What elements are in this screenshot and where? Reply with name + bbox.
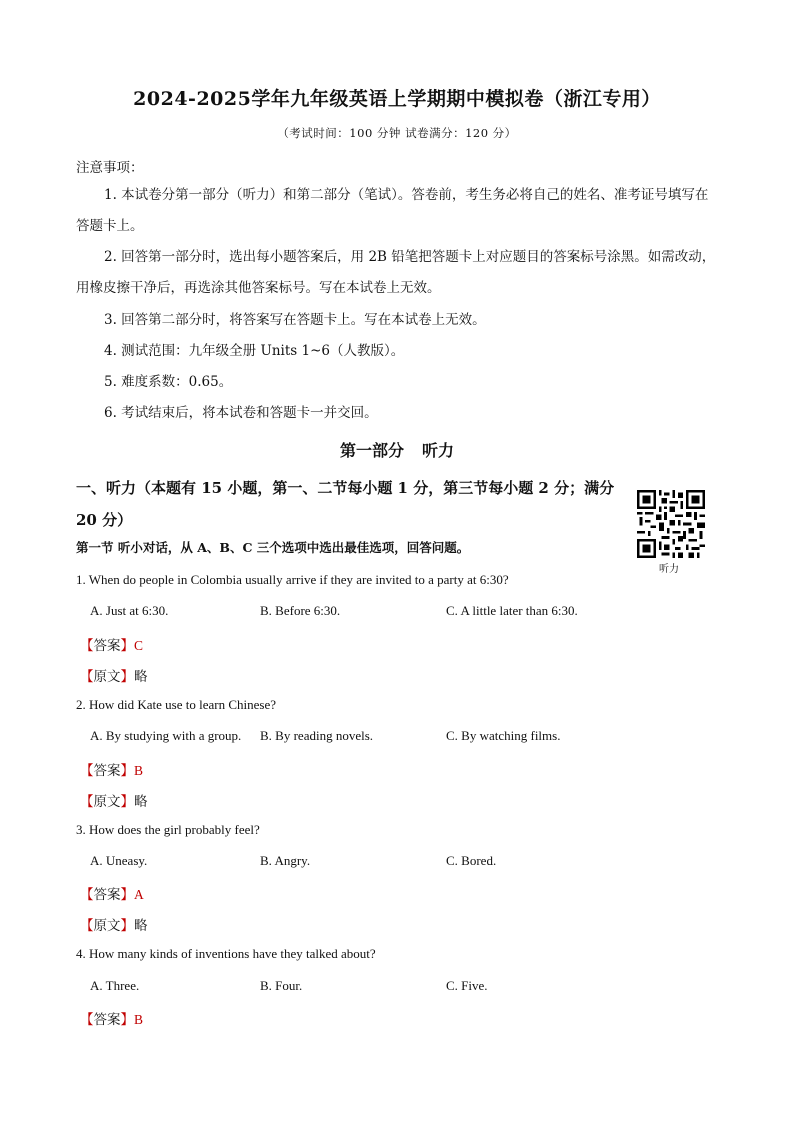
part-name: 听力: [422, 441, 455, 460]
notes-heading: 注意事项：: [76, 160, 144, 176]
answer-value: C: [134, 638, 144, 653]
subsection-title: 第一节 听小对话，从 A、B、C 三个选项中选出最佳选项，回答问题。: [76, 540, 470, 555]
answer-label: 答案: [93, 638, 121, 654]
answer-value: A: [134, 887, 144, 902]
transcript-label: 原文: [93, 669, 121, 685]
option-a: A. Just at 6:30.: [90, 603, 169, 618]
note-item: 1. 本试卷分第一部分（听力）和第二部分（笔试）。答卷前，考生务必将自己的姓名、准考证号填写在答题卡上。: [76, 187, 709, 234]
transcript-line: 【原文】略: [80, 669, 148, 685]
section-title: 一、听力（本题有 15 小题，第一、二节每小题 1 分，第三节每小题 2 分；满分 20 分）: [76, 479, 615, 529]
option-a: A. By studying with a group.: [90, 728, 242, 743]
question-stem: 1. When do people in Colombia usually arrive if they are invited to a party at 6:30?: [76, 572, 509, 587]
option-b: B. Four.: [260, 978, 303, 993]
note-item: 3. 回答第二部分时，将答案写在答题卡上。写在本试卷上无效。: [104, 312, 486, 328]
transcript-line: 【原文】略: [80, 794, 148, 810]
transcript-line: 【原文】略: [80, 918, 148, 934]
transcript-value: 略: [134, 794, 148, 810]
qr-label: 听力: [659, 564, 679, 575]
option-a: A. Uneasy.: [90, 853, 148, 868]
answer-line: 【答案】B: [80, 763, 144, 779]
answer-label: 答案: [93, 887, 121, 903]
transcript-label: 原文: [93, 918, 121, 934]
answer-line: 【答案】A: [80, 887, 144, 903]
transcript-value: 略: [134, 669, 148, 685]
option-b: B. By reading novels.: [260, 728, 374, 743]
answer-line: 【答案】B: [80, 1012, 144, 1028]
exam-info: （考试时间：100 分钟 试卷满分：120 分）: [277, 126, 517, 140]
question-stem: 4. How many kinds of inventions have they talked about?: [76, 946, 376, 961]
note-item: 2. 回答第一部分时，选出每小题答案后，用 2B 铅笔把答题卡上对应题目的答案标号涂黑。如需改动，用橡皮擦干净后，再选涂其他答案标号。写在本试卷上无效。: [76, 249, 716, 296]
option-a: A. Three.: [90, 978, 140, 993]
answer-value: B: [134, 1012, 144, 1027]
note-item: 6. 考试结束后，将本试卷和答题卡一并交回。: [104, 405, 378, 421]
answer-label: 答案: [93, 1012, 121, 1028]
answer-line: 【答案】C: [80, 638, 144, 654]
part-title: [0, 438, 794, 461]
answer-label: 答案: [93, 763, 121, 779]
transcript-label: 原文: [93, 794, 121, 810]
qr-code-icon[interactable]: [637, 490, 705, 558]
option-c: C. Bored.: [446, 853, 497, 868]
option-c: C. By watching films.: [446, 728, 561, 743]
transcript-value: 略: [134, 918, 148, 934]
note-item: 4. 测试范围：九年级全册 Units 1~6（人教版）。: [104, 343, 405, 359]
part-label: 第一部分: [339, 441, 404, 460]
answer-value: B: [134, 763, 144, 778]
option-c: C. Five.: [446, 978, 488, 993]
question-stem: 3. How does the girl probably feel?: [76, 822, 260, 837]
page-title: 2024-2025学年九年级英语上学期期中模拟卷（浙江专用）: [133, 88, 661, 110]
note-item: 5. 难度系数：0.65。: [104, 374, 233, 390]
question-stem: 2. How did Kate use to learn Chinese?: [76, 697, 277, 712]
option-b: B. Angry.: [260, 853, 311, 868]
option-c: C. A little later than 6:30.: [446, 603, 578, 618]
option-b: B. Before 6:30.: [260, 603, 341, 618]
